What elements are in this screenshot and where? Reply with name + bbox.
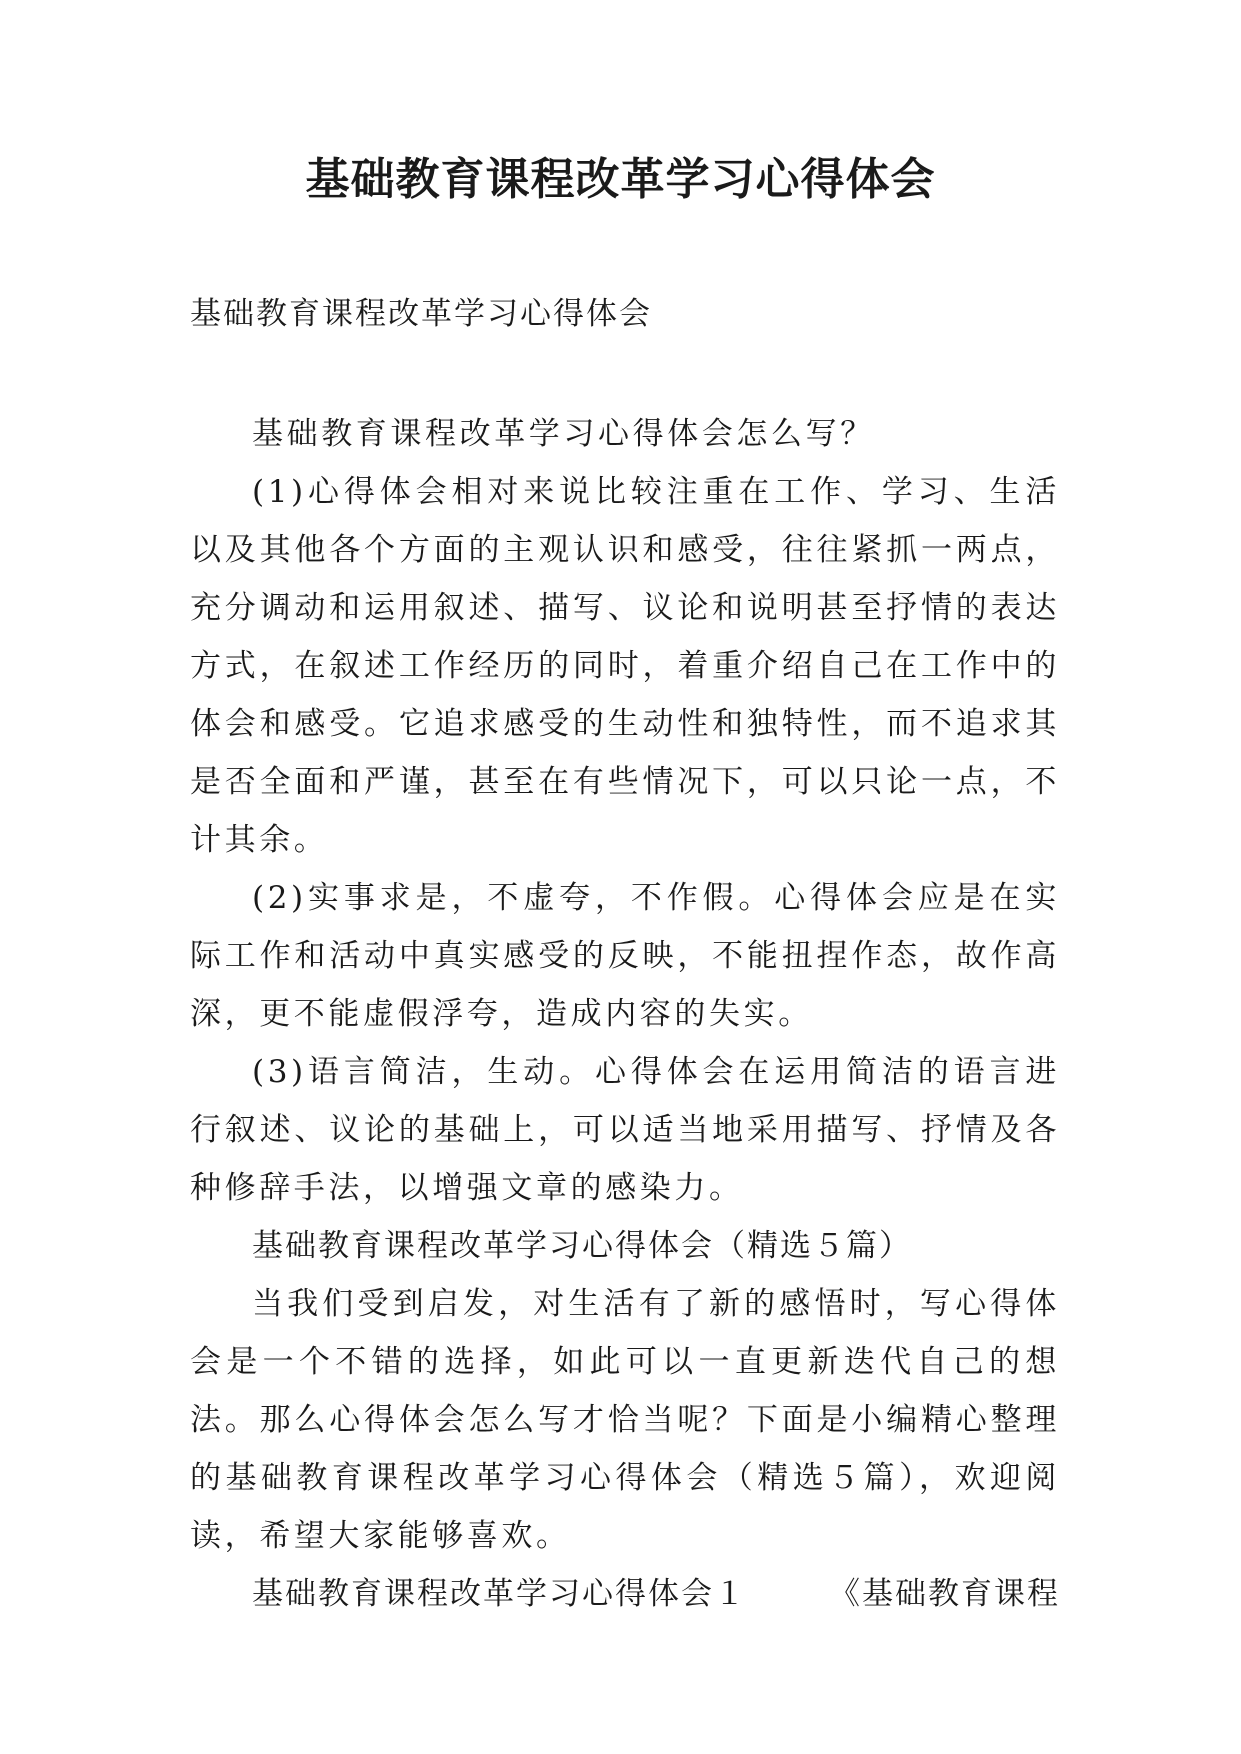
question-paragraph: 基础教育课程改革学习心得体会怎么写？ [252, 416, 875, 452]
point-2-paragraph: (2)实事求是，不虚夸，不作假。心得体会应是在实际工作和活动中真实感受的反映，不能扭捏作态，故作高深，更不能虚假浮夸，造成内容的失实。 [190, 880, 1060, 1032]
section-heading: 基础教育课程改革学习心得体会（精选５篇） [252, 1228, 912, 1264]
essay-1-heading-line [190, 1565, 1060, 1623]
essay-1-heading: 基础教育课程改革学习心得体会１ [252, 1576, 747, 1612]
document-subtitle: 基础教育课程改革学习心得体会 [190, 296, 652, 332]
document-title: 基础教育课程改革学习心得体会 [305, 154, 936, 205]
intro-paragraph: 当我们受到启发，对生活有了新的感悟时，写心得体会是一个不错的选择，如此可以一直更新迭代自己的想法。那么心得体会怎么写才恰当呢？下面是小编精心整理的基础教育课程改革学习心得体会（精选５篇），欢迎阅读，希望大家能够喜欢。 [190, 1286, 1060, 1554]
point-1-paragraph: (1)心得体会相对来说比较注重在工作、学习、生活以及其他各个方面的主观认识和感受，往往紧抓一两点，充分调动和运用叙述、描写、议论和说明甚至抒情的表达方式，在叙述工作经历的同时，着重介绍自己在工作中的体会和感受。它追求感受的生动性和独特性，而不追求其是否全面和严谨，甚至在有些情况下，可以只论一点，不计其余。 [190, 474, 1060, 858]
point-3-paragraph: (3)语言简洁，生动。心得体会在运用简洁的语言进行叙述、议论的基础上，可以适当地采用描写、抒情及各种修辞手法，以增强文章的感染力。 [190, 1054, 1060, 1206]
document-body [190, 405, 1060, 1623]
essay-1-opening-text: 《基础教育课程 [829, 1576, 1060, 1612]
